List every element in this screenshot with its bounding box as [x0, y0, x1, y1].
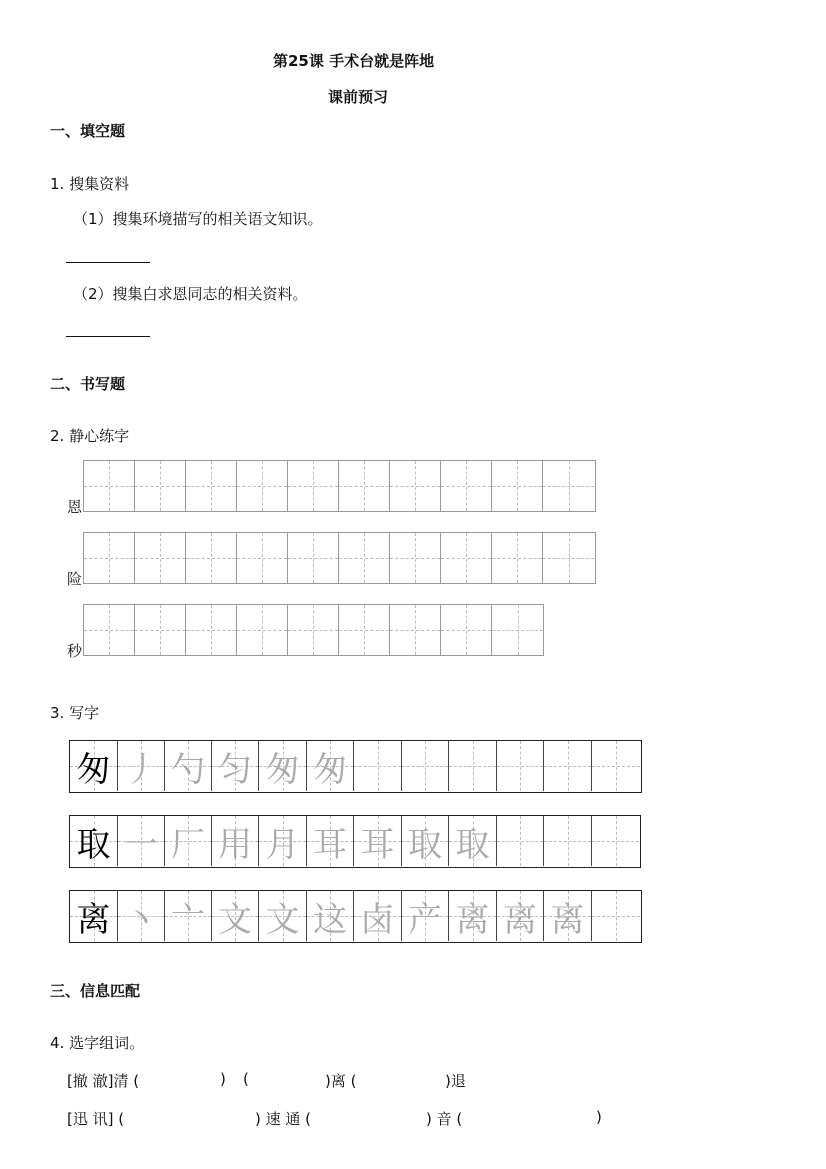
- empty-cell[interactable]: [592, 891, 640, 941]
- practice-grid[interactable]: [83, 460, 596, 512]
- stroke-step: 厂: [165, 816, 212, 866]
- model-char: 取: [70, 816, 118, 866]
- question-1-item-1: （1）搜集环境描写的相关语文知识。: [73, 210, 323, 228]
- question-2-label: 2. 静心练字: [50, 427, 130, 445]
- word-group-line-1-end: )退: [445, 1072, 466, 1090]
- stroke-step: 匆: [259, 741, 307, 791]
- practice-char-label: 恩: [67, 498, 83, 516]
- stroke-step: 勺: [165, 741, 212, 791]
- word-group-line-2-end: ): [596, 1108, 602, 1126]
- stroke-order-row: [69, 815, 641, 868]
- stroke-step: 文: [212, 891, 259, 941]
- stroke-order-row: [69, 740, 642, 793]
- empty-cell[interactable]: [354, 741, 402, 791]
- empty-cell[interactable]: [402, 741, 449, 791]
- empty-cell[interactable]: [592, 741, 640, 791]
- section-heading-matching: 三、信息匹配: [50, 982, 141, 1000]
- stroke-step: 丿: [118, 741, 165, 791]
- stroke-step: 匆: [307, 741, 354, 791]
- section-heading-fill-blank: 一、填空题: [50, 122, 126, 140]
- word-group-line-1-mid: )离 (: [325, 1072, 357, 1090]
- empty-cell[interactable]: [497, 816, 544, 866]
- word-group-line-1-paren: ): [220, 1070, 226, 1088]
- stroke-step: 用: [212, 816, 259, 866]
- stroke-step: 亠: [165, 891, 212, 941]
- stroke-step: 取: [449, 816, 497, 866]
- stroke-order-row: [69, 890, 642, 943]
- answer-blank-2[interactable]: [66, 336, 150, 337]
- question-1-label: 1. 搜集资料: [50, 175, 130, 193]
- answer-blank-1[interactable]: [66, 262, 150, 263]
- stroke-step: 耳: [354, 816, 402, 866]
- practice-grid[interactable]: [83, 604, 544, 656]
- practice-grid[interactable]: [83, 532, 596, 584]
- empty-cell[interactable]: [497, 741, 544, 791]
- stroke-step: 一: [118, 816, 165, 866]
- question-4-label: 4. 选字组词。: [50, 1034, 145, 1052]
- page-title: 第25课 手术台就是阵地: [273, 52, 435, 70]
- practice-char-label: 秒: [67, 642, 83, 660]
- model-char: 离: [70, 891, 118, 941]
- empty-cell[interactable]: [544, 741, 592, 791]
- stroke-step: 月: [259, 816, 307, 866]
- empty-cell[interactable]: [449, 741, 497, 791]
- stroke-step: 卤: [354, 891, 402, 941]
- question-1-item-2: （2）搜集白求恩同志的相关资料。: [73, 285, 308, 303]
- stroke-step: 离: [449, 891, 497, 941]
- stroke-step: 离: [497, 891, 544, 941]
- empty-cell[interactable]: [592, 816, 639, 866]
- stroke-step: 匀: [212, 741, 259, 791]
- section-heading-writing: 二、书写题: [50, 375, 126, 393]
- stroke-step: 耳: [307, 816, 354, 866]
- stroke-step: 离: [544, 891, 592, 941]
- question-3-label: 3. 写字: [50, 704, 100, 722]
- practice-char-label: 险: [67, 570, 83, 588]
- word-group-line-1-paren: (: [243, 1070, 249, 1088]
- stroke-step: 这: [307, 891, 354, 941]
- stroke-step: 文: [259, 891, 307, 941]
- stroke-step: 丶: [118, 891, 165, 941]
- model-char: 匆: [70, 741, 118, 791]
- word-group-line-2-mid: ) 速 通 (: [255, 1110, 312, 1128]
- word-group-line-2-options: [迅 讯] (: [67, 1110, 125, 1128]
- empty-cell[interactable]: [544, 816, 592, 866]
- page-subtitle: 课前预习: [328, 88, 389, 106]
- stroke-step: 取: [402, 816, 449, 866]
- word-group-line-2-mid: ) 音 (: [426, 1110, 463, 1128]
- stroke-step: 产: [402, 891, 449, 941]
- word-group-line-1-options: [撤 澈]清 (: [67, 1072, 140, 1090]
